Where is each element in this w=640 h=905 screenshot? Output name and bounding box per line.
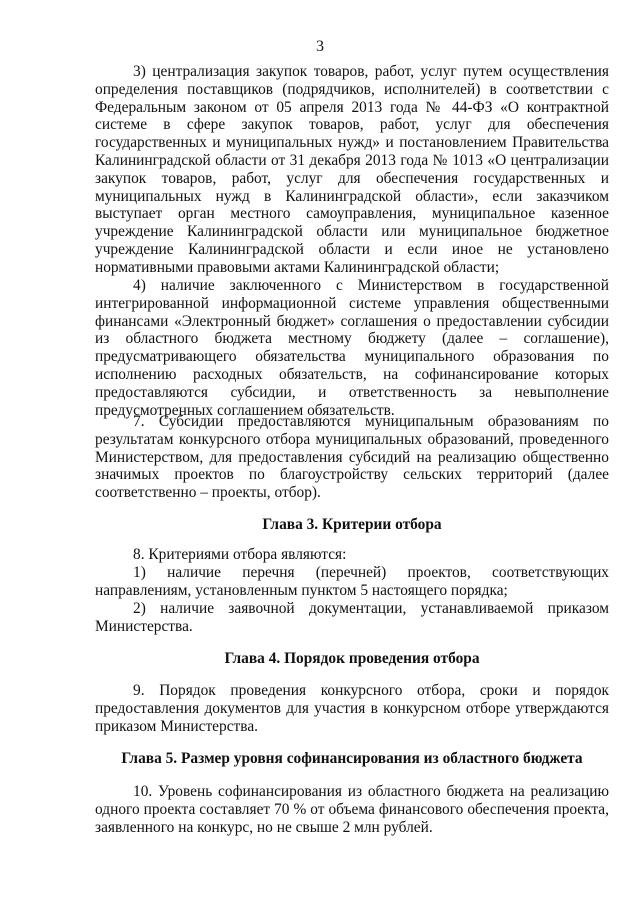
paragraph-clause-10: 10. Уровень софинансирования из областного бюджета на реализацию одного проекта составляет 70 % от объема финансового обеспечения проекта, заявленного на конкурс, но не свыше 2 млн рублей. bbox=[95, 783, 609, 836]
paragraph-item-4: 4) наличие заключенного с Министерством в государственной интегрированной информационной системе управления общественными финансами «Электронный бюджет» соглашения о предоставлении субсидии из областного бюджета местному бюджету (далее – соглашение), предусматривающего обязательства муниципального образования по исполнению расходных обязательств, на софинансирование которых предоставляются субсидии, и ответственность за невыполнение предусмотренных соглашением обязательств. bbox=[95, 277, 609, 419]
paragraph-item-3: 3) централизация закупок товаров, работ, услуг путем осуществления определения поставщиков (подрядчиков, исполнителей) в соответствии с Федеральным законом от 05 апреля 2013 года № 44-ФЗ «О контрактной системе в сфере закупок товаров, работ, услуг для обеспечения государственных и муниципальных нужд» и постановлением Правительства Калининградской области от 31 декабря 2013 года № 1013 «О централизации закупок товаров, работ, услуг для обеспечения государственных и муниципальных нужд в Калининградской области», если заказчиком выступает орган местного самоуправления, муниципальное казенное учреждение Калининградской области или муниципальное бюджетное учреждение Калининградской области и если иное не установлено нормативными правовыми актами Калининградской области; bbox=[95, 63, 609, 276]
chapter-4-heading: Глава 4. Порядок проведения отбора bbox=[224, 650, 480, 667]
paragraph-clause-7: 7. Субсидии предоставляются муниципальным образованиям по результатам конкурсного отбора муниципальных образований, проведенного Министерством, для предоставления субсидий на реализацию общественно значимых проектов по благоустройству сельских территорий (далее соответственно – проекты, отбор). bbox=[95, 413, 609, 502]
chapter-5-heading: Глава 5. Размер уровня софинансирования из областного бюджета bbox=[121, 750, 583, 767]
paragraph-clause-9: 9. Порядок проведения конкурсного отбора, сроки и порядок предоставления документов для участия в конкурсном отборе утверждаются приказом Министерства. bbox=[95, 682, 609, 735]
paragraph-criterion-2: 2) наличие заявочной документации, устанавливаемой приказом Министерства. bbox=[95, 600, 609, 635]
page-number: 3 bbox=[316, 38, 324, 55]
paragraph-clause-8: 8. Критериями отбора являются: bbox=[133, 546, 347, 563]
chapter-3-heading: Глава 3. Критерии отбора bbox=[262, 516, 442, 533]
paragraph-criterion-1: 1) наличие перечня (перечней) проектов, соответствующих направлениям, установленным пунктом 5 настоящего порядка; bbox=[95, 564, 609, 599]
